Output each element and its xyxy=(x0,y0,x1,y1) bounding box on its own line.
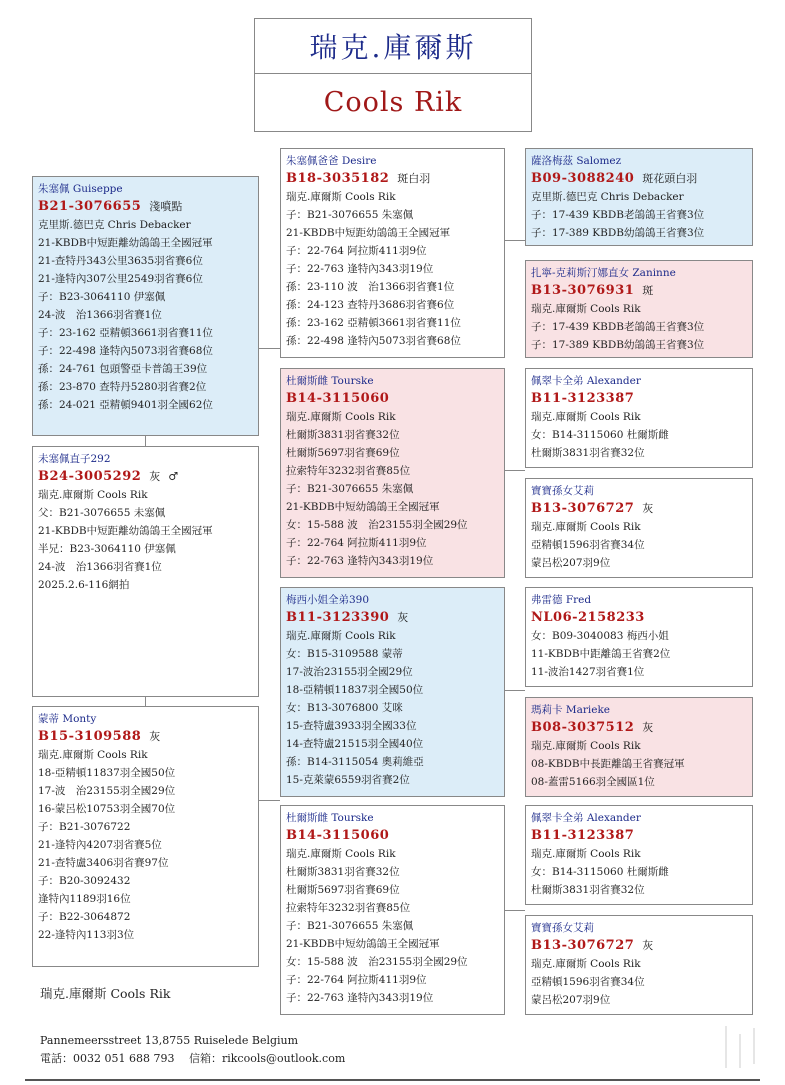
pedigree-line: 孫：24-761 包頭警亞卡普鴿王39位 xyxy=(38,363,208,375)
plumage-color: 灰 xyxy=(149,730,161,743)
pigeon-box-sdd xyxy=(525,478,753,578)
pedigree-line: 子：B21-3076722 xyxy=(38,821,131,833)
ring-line xyxy=(531,827,748,845)
pedigree-line: 18-亞精頓11837羽全國50位 xyxy=(286,684,424,696)
pedigree-line: 子：B22-3064872 xyxy=(38,911,131,923)
connector-line xyxy=(505,240,525,241)
ring-line xyxy=(38,728,254,746)
pedigree-line: 女：B14-3115060 杜爾斯雌 xyxy=(531,866,669,878)
pedigree-line: 24-波 治1366羽省賽1位 xyxy=(38,309,162,321)
pigeon-box-sss xyxy=(525,148,753,246)
connector-line xyxy=(259,800,280,801)
pedigree-line: 女：15-588 波 治23155羽全國29位 xyxy=(286,519,468,531)
pedigree-line: 瑞克.庫爾斯 Cools Rik xyxy=(531,958,641,970)
ring-number: B15-3109588 xyxy=(38,729,142,744)
pigeon-box-sd xyxy=(280,368,505,578)
ring-line xyxy=(531,609,748,627)
pedigree-line: 瑞克.庫爾斯 Cools Rik xyxy=(286,848,396,860)
pedigree-line: 孫：24-123 查特丹3686羽省賽6位 xyxy=(286,299,455,311)
pigeon-box-dd xyxy=(280,805,505,1015)
ring-number: B13-3076727 xyxy=(531,501,635,516)
pigeon-box-dss xyxy=(525,587,753,687)
pigeon-name: 瑪莉卡 Marieke xyxy=(531,704,611,716)
pedigree-line: 子：17-389 KBDB幼鴿鴿王省賽3位 xyxy=(531,227,705,239)
pigeon-box-dam xyxy=(32,706,259,967)
pedigree-line: 21-查特盧3406羽省賽97位 xyxy=(38,857,169,869)
ring-line xyxy=(531,170,748,188)
connector-line xyxy=(145,436,146,446)
pedigree-line: 杜爾斯5697羽省賽69位 xyxy=(286,884,400,896)
pedigree-line: 瑞克.庫爾斯 Cools Rik xyxy=(38,489,148,501)
footer-divider xyxy=(25,1079,760,1081)
ring-number: B14-3115060 xyxy=(286,828,390,843)
pigeon-name: 杜爾斯雌 Tourske xyxy=(286,375,374,387)
pedigree-line: 21-KBDB中短幼鴿鴿王全國冠軍 xyxy=(286,501,440,513)
ring-number: B21-3076655 xyxy=(38,199,142,214)
pedigree-line: 2025.2.6-116網拍 xyxy=(38,579,130,591)
pedigree-line: 拉索特年3232羽省賽85位 xyxy=(286,902,411,914)
pedigree-line: 孫：23-110 波 治1366羽省賽1位 xyxy=(286,281,455,293)
pedigree-line: 瑞克.庫爾斯 Cools Rik xyxy=(531,411,641,423)
pedigree-line: 瑞克.庫爾斯 Cools Rik xyxy=(531,740,641,752)
pedigree-line: 21-逢特內307公里2549羽省賽6位 xyxy=(38,273,203,285)
pedigree-line: 21-KBDB中短距離幼鴿鴿王全國冠軍 xyxy=(38,237,213,249)
pedigree-line: 子：B21-3076655 朱塞佩 xyxy=(286,209,414,221)
pedigree-line: 15-克萊蒙6559羽省賽2位 xyxy=(286,774,410,786)
pedigree-line: 子：B20-3092432 xyxy=(38,875,131,887)
pedigree-line: 亞精頓1596羽省賽34位 xyxy=(531,976,645,988)
ring-number: B14-3115060 xyxy=(286,391,390,406)
ring-line xyxy=(38,468,254,486)
pedigree-line: 父：B21-3076655 未塞佩 xyxy=(38,507,166,519)
pigeon-name: 梅西小姐全弟390 xyxy=(286,594,370,606)
connector-line xyxy=(259,348,280,349)
pedigree-line: 18-亞精頓11837羽全國50位 xyxy=(38,767,176,779)
pedigree-line: 女：B13-3076800 艾咪 xyxy=(286,702,403,714)
pedigree-line: 孫：B14-3115054 奧莉維亞 xyxy=(286,756,424,768)
plumage-color: 灰 xyxy=(642,502,654,515)
pedigree-line: 女：B15-3109588 蒙蒂 xyxy=(286,648,403,660)
ring-number: B11-3123387 xyxy=(531,391,635,406)
pedigree-line: 杜爾斯3831羽省賽32位 xyxy=(531,884,645,896)
ring-number: B11-3123390 xyxy=(286,610,390,625)
pedigree-line: 拉索特年3232羽省賽85位 xyxy=(286,465,411,477)
pedigree-line: 子：B21-3076655 朱塞佩 xyxy=(286,920,414,932)
pedigree-line: 瑞克.庫爾斯 Cools Rik xyxy=(531,303,641,315)
pedigree-line: 瑞克.庫爾斯 Cools Rik xyxy=(286,630,396,642)
ring-number: B08-3037512 xyxy=(531,720,635,735)
pedigree-line: 24-波 治1366羽省賽1位 xyxy=(38,561,162,573)
pedigree-line: 克里斯.德巴克 Chris Debacker xyxy=(531,191,684,203)
pedigree-line: 22-逢特內113羽3位 xyxy=(38,929,135,941)
plumage-color: 灰 xyxy=(149,470,161,483)
pedigree-line: 21-逢特內4207羽省賽5位 xyxy=(38,839,162,851)
pedigree-line: 瑞克.庫爾斯 Cools Rik xyxy=(531,848,641,860)
ring-line xyxy=(531,719,748,737)
pedigree-line: 子：22-764 阿拉斯411羽9位 xyxy=(286,974,427,986)
pedigree-line: 孫：22-498 逢特內5073羽省賽68位 xyxy=(286,335,461,347)
pigeon-name: 寶寶孫女艾莉 xyxy=(531,922,594,934)
title-chinese: 瑞克.庫爾斯 xyxy=(255,19,531,74)
pedigree-line: 21-KBDB中短幼鴿鴿王全國冠軍 xyxy=(286,938,440,950)
pigeon-name: 佩翠卡全弟 Alexander xyxy=(531,375,641,387)
footer-address: Pannemeersstreet 13,8755 Ruiselede Belgium xyxy=(40,1034,299,1047)
pedigree-line: 15-查特盧3933羽全國33位 xyxy=(286,720,417,732)
pigeon-box-subject xyxy=(32,446,259,697)
pigeon-box-sds xyxy=(525,368,753,468)
pigeon-name: 薩洛梅茲 Salomez xyxy=(531,155,622,167)
plumage-color: 淺噴點 xyxy=(149,200,183,213)
ring-number: B13-3076931 xyxy=(531,283,635,298)
sex-icon: ♂ xyxy=(168,470,179,483)
pedigree-line: 子：22-763 逢特內343羽19位 xyxy=(286,555,434,567)
pigeon-name: 朱塞佩 Guiseppe xyxy=(38,183,123,195)
pigeon-name: 扎寧-克莉斯汀娜直女 Zaninne xyxy=(531,267,676,279)
pigeon-name: 未塞佩直子292 xyxy=(38,453,111,465)
connector-line xyxy=(505,910,525,911)
pigeon-box-ds xyxy=(280,587,505,797)
breeder-name: 瑞克.庫爾斯 Cools Rik xyxy=(40,986,171,1001)
pigeon-box-sire xyxy=(32,176,259,436)
pedigree-line: 子：23-162 亞精頓3661羽省賽11位 xyxy=(38,327,213,339)
pedigree-line: 瑞克.庫爾斯 Cools Rik xyxy=(286,191,396,203)
pedigree-line: 21-KBDB中短距幼鴿鴿王全國冠軍 xyxy=(286,227,451,239)
pedigree-line: 子：17-439 KBDB老鴿鴿王省賽3位 xyxy=(531,209,705,221)
pigeon-name: 寶寶孫女艾莉 xyxy=(531,485,594,497)
pigeon-name: 朱塞佩爸爸 Desire xyxy=(286,155,377,167)
ring-line xyxy=(531,390,748,408)
pedigree-line: 逢特內1189羽16位 xyxy=(38,893,131,905)
pedigree-line: 瑞克.庫爾斯 Cools Rik xyxy=(286,411,396,423)
pedigree-line: 16-蒙呂松10753羽全國70位 xyxy=(38,803,176,815)
corner-decoration xyxy=(720,1024,760,1070)
pedigree-line: 亞精頓1596羽省賽34位 xyxy=(531,539,645,551)
connector-line xyxy=(505,470,525,471)
pedigree-line: 11-KBDB中距離鴿王省賽2位 xyxy=(531,648,671,660)
pedigree-line: 子：22-763 逢特內343羽19位 xyxy=(286,263,434,275)
ring-line xyxy=(286,609,500,627)
pedigree-line: 子：22-764 阿拉斯411羽9位 xyxy=(286,537,427,549)
pedigree-line: 子：B21-3076655 朱塞佩 xyxy=(286,483,414,495)
pedigree-line: 17-波 治23155羽全國29位 xyxy=(38,785,176,797)
pedigree-line: 21-KBDB中短距離幼鴿鴿王全國冠軍 xyxy=(38,525,213,537)
connector-line xyxy=(145,697,146,706)
ring-line xyxy=(531,500,748,518)
pedigree-line: 瑞克.庫爾斯 Cools Rik xyxy=(531,521,641,533)
pedigree-line: 17-波治23155羽全國29位 xyxy=(286,666,413,678)
pedigree-line: 子：22-764 阿拉斯411羽9位 xyxy=(286,245,427,257)
pedigree-line: 08-KBDB中長距離鴿王省賽冠軍 xyxy=(531,758,685,770)
pedigree-line: 11-波治1427羽省賽1位 xyxy=(531,666,645,678)
pedigree-line: 子：B23-3064110 伊塞佩 xyxy=(38,291,166,303)
title-english: Cools Rik xyxy=(323,87,463,118)
ring-line xyxy=(286,390,500,408)
pedigree-line: 子：17-439 KBDB老鴿鴿王省賽3位 xyxy=(531,321,705,333)
plumage-color: 斑花頭白羽 xyxy=(642,172,698,185)
pedigree-line: 蒙呂松207羽9位 xyxy=(531,557,611,569)
plumage-color: 灰 xyxy=(642,721,654,734)
plumage-color: 斑 xyxy=(642,284,654,297)
pedigree-line: 子：22-763 逢特內343羽19位 xyxy=(286,992,434,1004)
pedigree-line: 杜爾斯3831羽省賽32位 xyxy=(286,429,400,441)
pedigree-line: 杜爾斯3831羽省賽32位 xyxy=(286,866,400,878)
pedigree-line: 21-查特丹343公里3635羽省賽6位 xyxy=(38,255,203,267)
ring-number: B13-3076727 xyxy=(531,938,635,953)
ring-line xyxy=(531,937,748,955)
ring-number: B24-3005292 xyxy=(38,469,142,484)
ring-line xyxy=(286,827,500,845)
ring-number: B18-3035182 xyxy=(286,171,390,186)
ring-line xyxy=(286,170,500,188)
ring-line xyxy=(531,282,748,300)
pigeon-box-ddd xyxy=(525,915,753,1015)
pedigree-line: 14-查特盧21515羽全國40位 xyxy=(286,738,424,750)
footer-phone-email: 電話：0032 051 688 793 信箱：rikcools@outlook.com xyxy=(40,1052,346,1065)
pigeon-box-ss xyxy=(280,148,505,358)
pedigree-line: 杜爾斯5697羽省賽69位 xyxy=(286,447,400,459)
pedigree-line: 半兄：B23-3064110 伊塞佩 xyxy=(38,543,176,555)
pigeon-name: 蒙蒂 Monty xyxy=(38,713,97,725)
pedigree-line: 子：17-389 KBDB幼鴿鴿王省賽3位 xyxy=(531,339,705,351)
plumage-color: 灰 xyxy=(642,939,654,952)
pedigree-line: 孫：24-021 亞精頓9401羽全國62位 xyxy=(38,399,213,411)
ring-number: B11-3123387 xyxy=(531,828,635,843)
plumage-color: 斑白羽 xyxy=(397,172,431,185)
pigeon-name: 佩翠卡全弟 Alexander xyxy=(531,812,641,824)
pedigree-line: 蒙呂松207羽9位 xyxy=(531,994,611,1006)
pedigree-line: 女：15-588 波 治23155羽全國29位 xyxy=(286,956,468,968)
pedigree-line: 女：B09-3040083 梅西小姐 xyxy=(531,630,669,642)
pedigree-line: 女：B14-3115060 杜爾斯雌 xyxy=(531,429,669,441)
pigeon-name: 杜爾斯雌 Tourske xyxy=(286,812,374,824)
ring-line xyxy=(38,198,254,216)
pedigree-line: 子：22-498 逢特內5073羽省賽68位 xyxy=(38,345,213,357)
plumage-color: 灰 xyxy=(397,611,409,624)
ring-number: B09-3088240 xyxy=(531,171,635,186)
pigeon-name: 弗雷德 Fred xyxy=(531,594,592,606)
footer-contact xyxy=(40,1032,345,1068)
pedigree-line: 08-蓋雷5166羽全國區1位 xyxy=(531,776,655,788)
pedigree-line: 孫：23-162 亞精頓3661羽省賽11位 xyxy=(286,317,461,329)
title-box xyxy=(254,18,532,132)
pigeon-box-dds xyxy=(525,805,753,905)
ring-number: NL06-2158233 xyxy=(531,610,645,625)
pedigree-line: 克里斯.德巴克 Chris Debacker xyxy=(38,219,191,231)
pedigree-line: 瑞克.庫爾斯 Cools Rik xyxy=(38,749,148,761)
pedigree-line: 杜爾斯3831羽省賽32位 xyxy=(531,447,645,459)
connector-line xyxy=(505,690,525,691)
pigeon-box-dsd xyxy=(525,697,753,797)
pigeon-box-ssd xyxy=(525,260,753,358)
pedigree-line: 孫：23-870 查特丹5280羽省賽2位 xyxy=(38,381,207,393)
